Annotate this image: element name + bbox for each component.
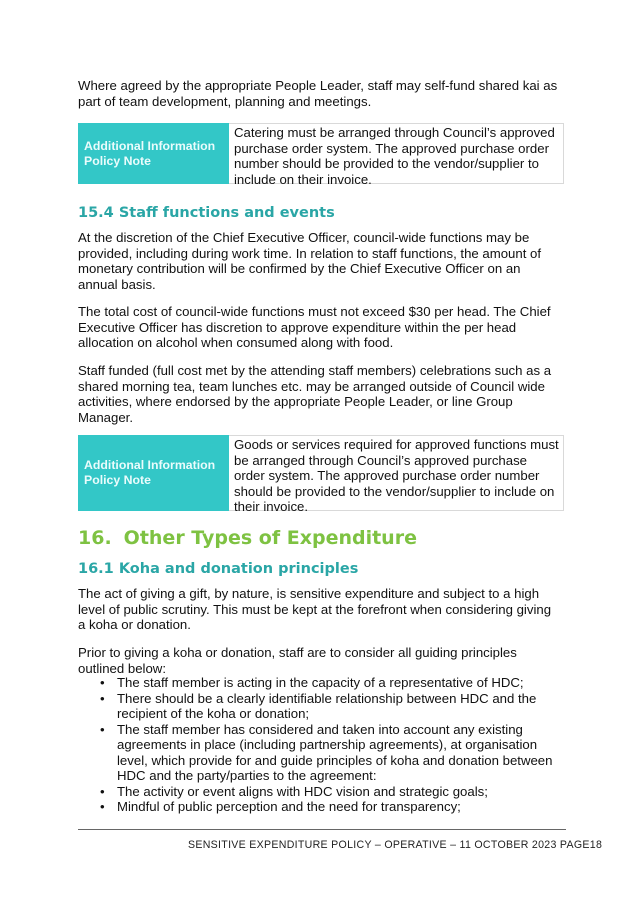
section-15-4-paragraph-2: The total cost of council-wide functions must not exceed $30 per head. The Chief Executive Officer has discretion to approve expenditure within the per head allocation on alcohol when consumed along with food. xyxy=(78,304,551,350)
section-15-4-paragraph-1: At the discretion of the Chief Executive Officer, council-wide functions may be provided, including during work time. In relation to staff functions, the amount of monetary contribution will be confirmed by the Chief Executive Officer on an annual basis. xyxy=(78,230,542,292)
list-item: • Mindful of public perception and the need for transparency; xyxy=(100,799,562,815)
policy-note-label-line1: Additional Information xyxy=(84,138,216,153)
section-number: 16. xyxy=(78,527,112,549)
policy-note-functions xyxy=(78,435,564,514)
section-title: Other Types of Expenditure xyxy=(123,527,417,549)
policy-note-label-line1: Additional Information xyxy=(84,458,216,472)
list-item: • There should be a clearly identifiable relationship between HDC and the recipient of the koha or donation; xyxy=(100,691,562,722)
section-16-1-paragraph-2: Prior to giving a koha or donation, staff are to consider all guiding principles outlined below: xyxy=(78,645,517,676)
page-footer: SENSITIVE EXPENDITURE POLICY – OPERATIVE – 11 OCTOBER 2023 PAGE18 xyxy=(188,839,603,851)
policy-note-label-line2: Policy Note xyxy=(84,473,151,487)
policy-note-label xyxy=(78,435,229,511)
section-heading-16-1: 16.1 Koha and donation principles xyxy=(78,561,359,577)
intro-paragraph: Where agreed by the appropriate People Leader, staff may self-fund shared kai as part of team development, planning and meetings. xyxy=(78,78,558,109)
list-item: • The activity or event aligns with HDC vision and strategic goals; xyxy=(100,784,562,800)
policy-note-label-line2: Policy Note xyxy=(84,153,151,168)
policy-note-text: Catering must be arranged through Council’s approved purchase order system. The approved purchase order number should be provided to the vendor/supplier to include on their invoice. xyxy=(229,123,564,184)
section-heading-16 xyxy=(78,527,417,549)
list-item: • The staff member is acting in the capacity of a representative of HDC; xyxy=(100,675,562,691)
section-15-4-paragraph-3: Staff funded (full cost met by the attending staff members) celebrations such as a shared morning tea, team lunches etc. may be arranged outside of Council wide activities, where endorsed by the appropriate People Leader, or line Group Manager. xyxy=(78,363,552,425)
guiding-principles-list xyxy=(100,675,562,815)
section-heading-15-4: 15.4 Staff functions and events xyxy=(78,205,335,221)
list-item: • The staff member has considered and taken into account any existing agreements in place (including partnership agreements), at organisation level, which provide for and guide principles of koha and donation between HDC and the party/parties to the agreement: xyxy=(100,722,562,784)
policy-note-label xyxy=(78,123,229,184)
footer-divider xyxy=(78,829,566,830)
section-16-1-paragraph-1: The act of giving a gift, by nature, is sensitive expenditure and subject to a high level of public scrutiny. This must be kept at the forefront when considering giving a koha or donation. xyxy=(78,586,552,632)
policy-note-catering xyxy=(78,123,564,187)
policy-note-text: Goods or services required for approved functions must be arranged through Council’s approved purchase order system. The approved purchase order number should be provided to the vendor/supplier to include on their invoice. xyxy=(229,435,564,511)
